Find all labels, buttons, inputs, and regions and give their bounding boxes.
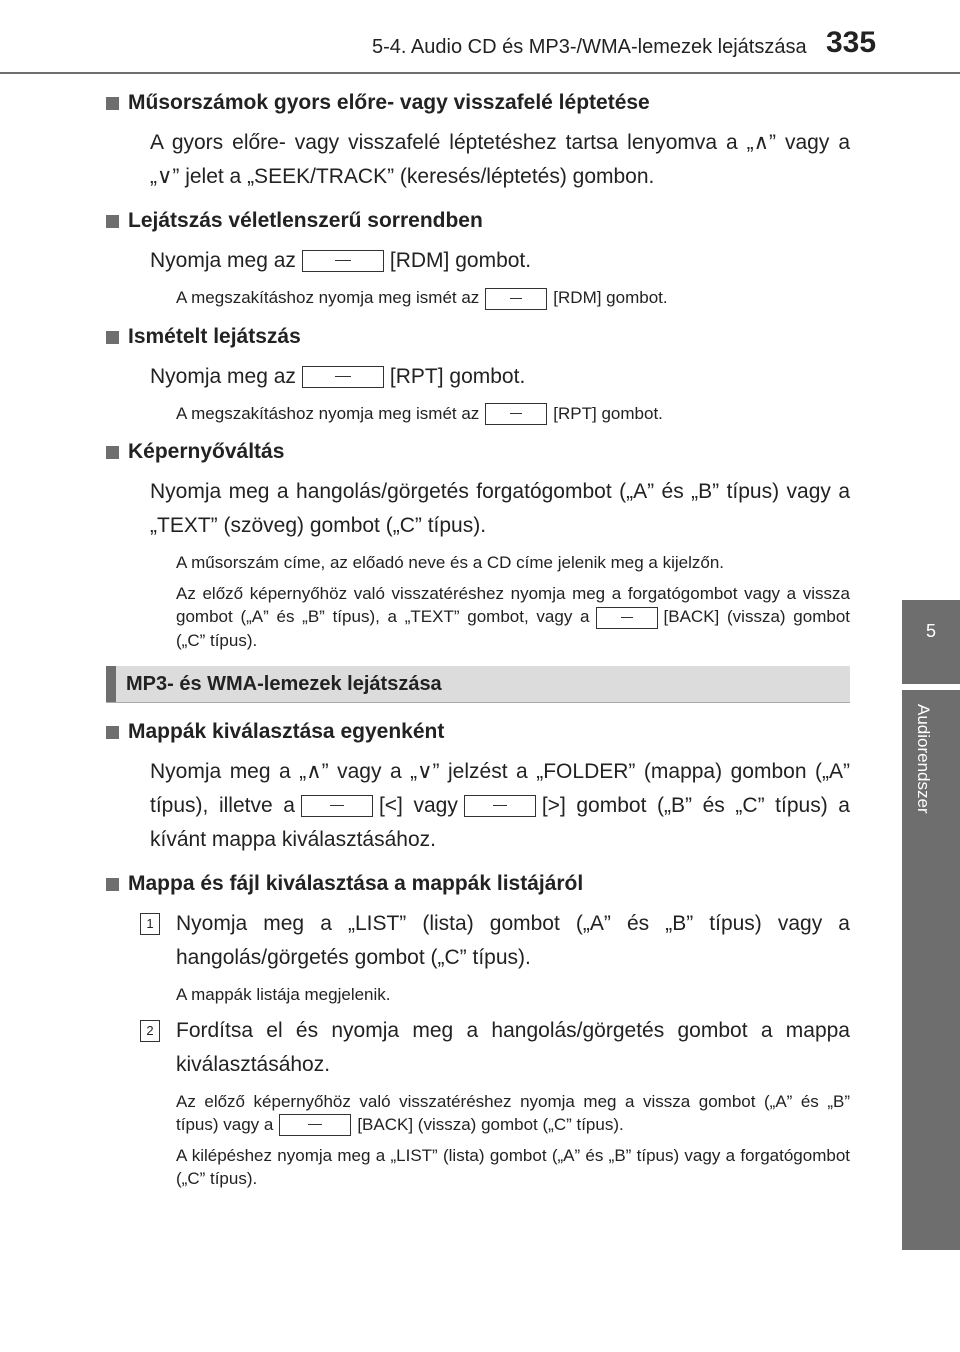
text-display: Nyomja meg a hangolás/görgetés forgatógombot („A” és „B” típus) vagy a „TEXT” (szöveg) gombot („C” típus). xyxy=(150,480,850,538)
text-repeat: Nyomja meg az [RPT] gombot. xyxy=(150,364,526,388)
bullet-square-icon xyxy=(106,726,119,739)
prev-button-icon xyxy=(301,795,373,817)
heading-random: Lejátszás véletlenszerű sorrendben xyxy=(106,206,850,236)
page-content xyxy=(106,88,850,1190)
page-number: 335 xyxy=(826,26,877,59)
back-button-icon xyxy=(279,1114,351,1136)
section-bar-edge xyxy=(106,666,116,702)
back-button-icon xyxy=(596,607,658,629)
bullet-square-icon xyxy=(106,878,119,891)
chapter-tab-label: Audiorendszer xyxy=(914,704,933,814)
bullet-square-icon xyxy=(106,97,119,110)
note-display-2: Az előző képernyőhöz való visszatéréshez nyomja meg a forgatógombot vagy a vissza gombot („A” és „B” típus), a „TEXT” gombot, vagy a [BACK] (vissza) gombot („C” típus). xyxy=(176,584,850,650)
step-number: 2 xyxy=(140,1020,160,1042)
step-number: 1 xyxy=(140,913,160,935)
step-2: 2 Fordítsa el és nyomja meg a hangolás/görgetés gombot a mappa kiválasztásához. xyxy=(106,1014,850,1082)
chapter-tab-number: 5 xyxy=(902,600,960,684)
note-random: A megszakításhoz nyomja meg ismét az [RDM] gombot. xyxy=(176,286,850,310)
text-folders: Nyomja meg a „∧” vagy a „∨” jelzést a „FOLDER” (mappa) gombon („A” típus), illetve a [<] vagy [>] gombot („B” és „C” típus) a kívánt mappa kiválasztásához. xyxy=(150,759,850,851)
text-fast-seek: A gyors előre- vagy visszafelé léptetéshez tartsa lenyomva a „∧” vagy a „∨” jelet a „SEEK/TRACK” (keresés/léptetés) gombon. xyxy=(150,131,850,188)
note-step-1: A mappák listája megjelenik. xyxy=(176,984,391,1004)
rpt-button-icon xyxy=(485,403,547,425)
bullet-square-icon xyxy=(106,331,119,344)
chapter-tab xyxy=(902,690,960,1250)
section-title-bar xyxy=(106,666,850,703)
bullet-square-icon xyxy=(106,446,119,459)
heading-fast-seek: Műsorszámok gyors előre- vagy visszafelé léptetése xyxy=(106,88,850,118)
header-rule xyxy=(0,72,960,74)
step-1: 1 Nyomja meg a „LIST” (lista) gombot („A” és „B” típus) vagy a hangolás/görgetés gombot („C” típus). xyxy=(106,907,850,975)
heading-folder-list: Mappa és fájl kiválasztása a mappák listájáról xyxy=(106,869,850,899)
note-step-2b: A kilépéshez nyomja meg a „LIST” (lista) gombot („A” és „B” típus) vagy a forgatógombot („C” típus). xyxy=(176,1146,850,1189)
section-title: MP3- és WMA-lemezek lejátszása xyxy=(126,672,442,695)
note-display-1: A műsorszám címe, az előadó neve és a CD címe jelenik meg a kijelzőn. xyxy=(176,553,725,573)
next-button-icon xyxy=(464,795,536,817)
rpt-button-icon xyxy=(302,366,384,388)
header-title: 5-4. Audio CD és MP3-/WMA-lemezek lejátszása xyxy=(372,36,807,58)
note-repeat: A megszakításhoz nyomja meg ismét az [RPT] gombot. xyxy=(176,402,850,426)
rdm-button-icon xyxy=(485,288,547,310)
note-step-2a: Az előző képernyőhöz való visszatéréshez nyomja meg a vissza gombot („A” és „B” típus) vagy a [BACK] (vissza) gombot („C” típus). xyxy=(176,1090,850,1137)
rdm-button-icon xyxy=(302,250,384,272)
heading-display: Képernyőváltás xyxy=(106,437,850,467)
heading-repeat: Ismételt lejátszás xyxy=(106,322,850,352)
text-random: Nyomja meg az [RDM] gombot. xyxy=(150,249,532,272)
bullet-square-icon xyxy=(106,215,119,228)
heading-folders: Mappák kiválasztása egyenként xyxy=(106,717,850,747)
